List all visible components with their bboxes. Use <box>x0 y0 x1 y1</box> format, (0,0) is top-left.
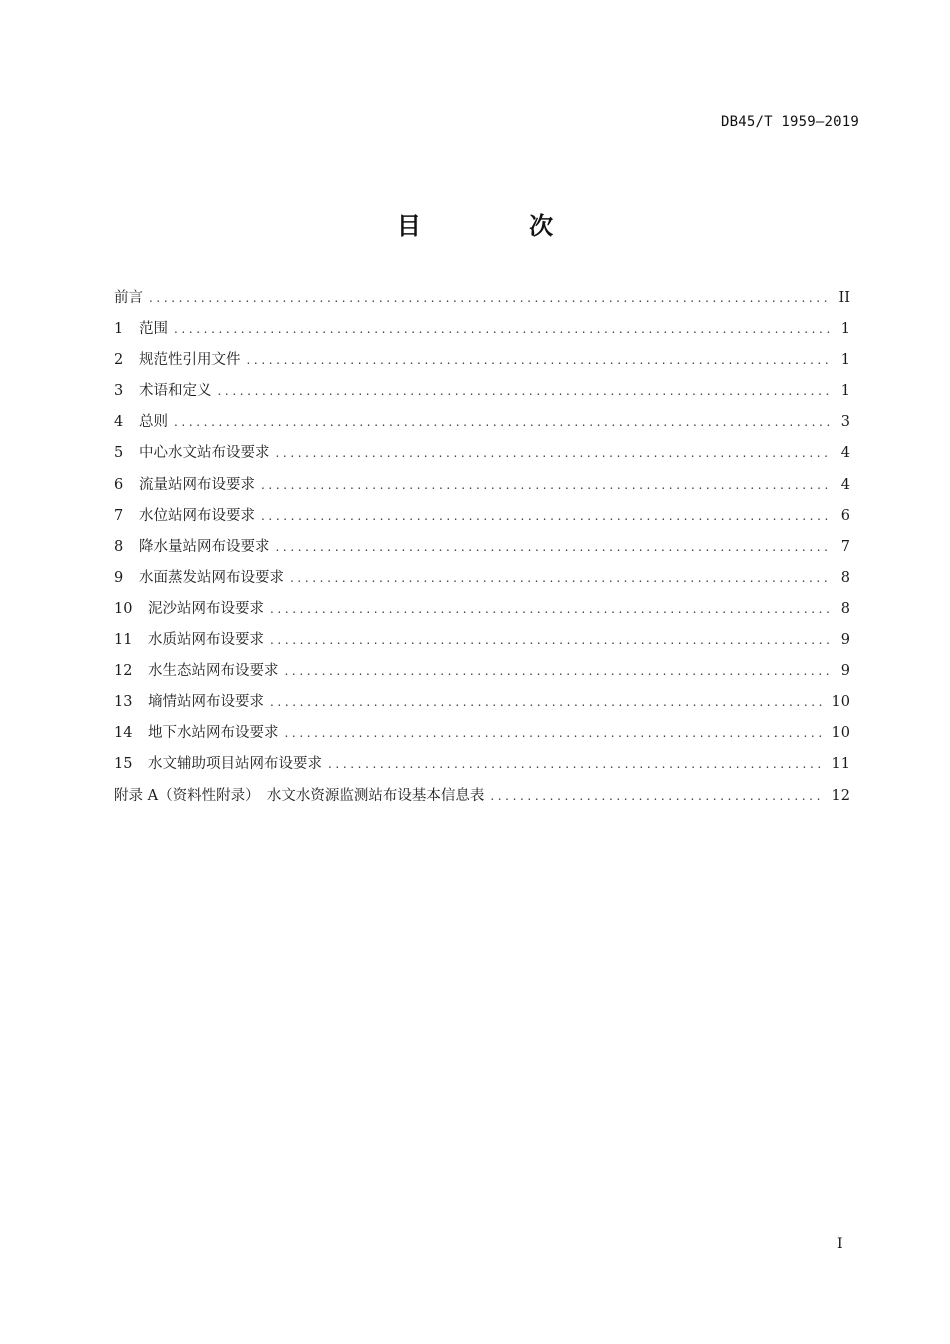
toc-entry-number: 14 <box>114 725 133 742</box>
toc-entry-label: 墒情站网布设要求 <box>148 694 264 711</box>
toc-entry-label: 水文辅助项目站网布设要求 <box>148 756 322 773</box>
toc-entry-page: 9 <box>840 632 850 649</box>
toc-entry-13[interactable] <box>114 690 850 721</box>
toc-entry-page: 3 <box>840 414 850 431</box>
toc-entry-label: 术语和定义 <box>139 383 212 400</box>
toc-entry-15[interactable] <box>114 752 850 783</box>
document-code: DB45/T 1959—2019 <box>720 114 859 130</box>
toc-entry-page: 9 <box>840 663 850 680</box>
toc-entry-label: 降水量站网布设要求 <box>139 538 270 555</box>
toc-entry-label: 附录 A（资料性附录） 水文水资源监测站布设基本信息表 <box>114 787 485 804</box>
toc-entry-page: II <box>838 290 850 306</box>
table-of-contents <box>114 286 850 815</box>
toc-entry-page: 4 <box>840 476 850 493</box>
toc-entry-page: 6 <box>840 507 850 524</box>
dot-leader <box>276 540 831 554</box>
toc-entry-label: 中心水文站布设要求 <box>139 445 270 462</box>
dot-leader <box>261 478 830 492</box>
toc-entry-3[interactable] <box>114 379 850 410</box>
toc-entry-number: 4 <box>114 414 124 431</box>
toc-entry-page: 4 <box>840 445 850 462</box>
toc-entry-2[interactable] <box>114 348 850 379</box>
dot-leader <box>276 446 831 460</box>
toc-entry-number: 7 <box>114 507 124 524</box>
dot-leader <box>270 695 824 709</box>
dot-leader <box>270 602 830 616</box>
toc-entry-number: 13 <box>114 694 133 711</box>
toc-entry-label: 总则 <box>139 414 168 431</box>
toc-entry-page: 1 <box>840 383 850 400</box>
toc-entry-label: 前言 <box>114 290 143 306</box>
toc-entry-8[interactable] <box>114 535 850 566</box>
toc-entry-number: 8 <box>114 538 124 555</box>
toc-entry-number: 11 <box>114 632 133 649</box>
toc-entry-label: 水面蒸发站网布设要求 <box>139 569 284 586</box>
toc-entry-number: 15 <box>114 756 133 773</box>
dot-leader <box>247 353 831 367</box>
toc-entry-label: 水生态站网布设要求 <box>148 663 279 680</box>
toc-entry-label: 水位站网布设要求 <box>139 507 255 524</box>
toc-entry-page: 11 <box>831 756 850 773</box>
dot-leader <box>218 384 831 398</box>
toc-entry-12[interactable] <box>114 659 850 690</box>
toc-entry-number: 12 <box>114 663 133 680</box>
toc-entry-page: 1 <box>840 352 850 369</box>
page-number: I <box>837 1236 843 1252</box>
toc-entry-preface[interactable] <box>114 286 850 317</box>
dot-leader <box>149 291 830 305</box>
dot-leader <box>290 571 830 585</box>
toc-entry-5[interactable] <box>114 441 850 472</box>
toc-entry-11[interactable] <box>114 628 850 659</box>
toc-entry-label: 流量站网布设要求 <box>139 476 255 493</box>
toc-entry-label: 地下水站网布设要求 <box>148 725 279 742</box>
toc-entry-page: 10 <box>831 725 850 742</box>
toc-entry-number: 6 <box>114 476 124 493</box>
toc-entry-9[interactable] <box>114 566 850 597</box>
toc-entry-number: 9 <box>114 569 124 586</box>
toc-entry-14[interactable] <box>114 721 850 752</box>
dot-leader <box>270 633 830 647</box>
toc-entry-label: 规范性引用文件 <box>139 352 241 369</box>
toc-entry-page: 7 <box>840 538 850 555</box>
toc-entry-number: 3 <box>114 383 124 400</box>
toc-entry-number: 10 <box>114 600 133 617</box>
toc-entry-page: 12 <box>831 787 850 804</box>
page-title: 目 次 <box>396 212 604 240</box>
toc-entry-6[interactable] <box>114 473 850 504</box>
dot-leader <box>285 726 824 740</box>
dot-leader <box>174 322 830 336</box>
toc-entry-label: 水质站网布设要求 <box>148 632 264 649</box>
toc-entry-appendix-a[interactable] <box>114 784 850 815</box>
toc-entry-number: 2 <box>114 352 124 369</box>
toc-entry-1[interactable] <box>114 317 850 348</box>
toc-entry-10[interactable] <box>114 597 850 628</box>
toc-entry-4[interactable] <box>114 410 850 441</box>
toc-entry-page: 8 <box>840 569 850 586</box>
toc-entry-label: 泥沙站网布设要求 <box>148 600 264 617</box>
toc-entry-7[interactable] <box>114 504 850 535</box>
dot-leader <box>285 664 831 678</box>
dot-leader <box>261 509 830 523</box>
toc-entry-page: 1 <box>840 321 850 338</box>
toc-entry-number: 1 <box>114 321 124 338</box>
dot-leader <box>174 415 830 429</box>
toc-entry-label: 范围 <box>139 321 168 338</box>
toc-entry-page: 8 <box>840 600 850 617</box>
dot-leader <box>490 789 823 803</box>
dot-leader <box>328 757 824 771</box>
toc-entry-number: 5 <box>114 445 124 462</box>
toc-entry-page: 10 <box>831 694 850 711</box>
